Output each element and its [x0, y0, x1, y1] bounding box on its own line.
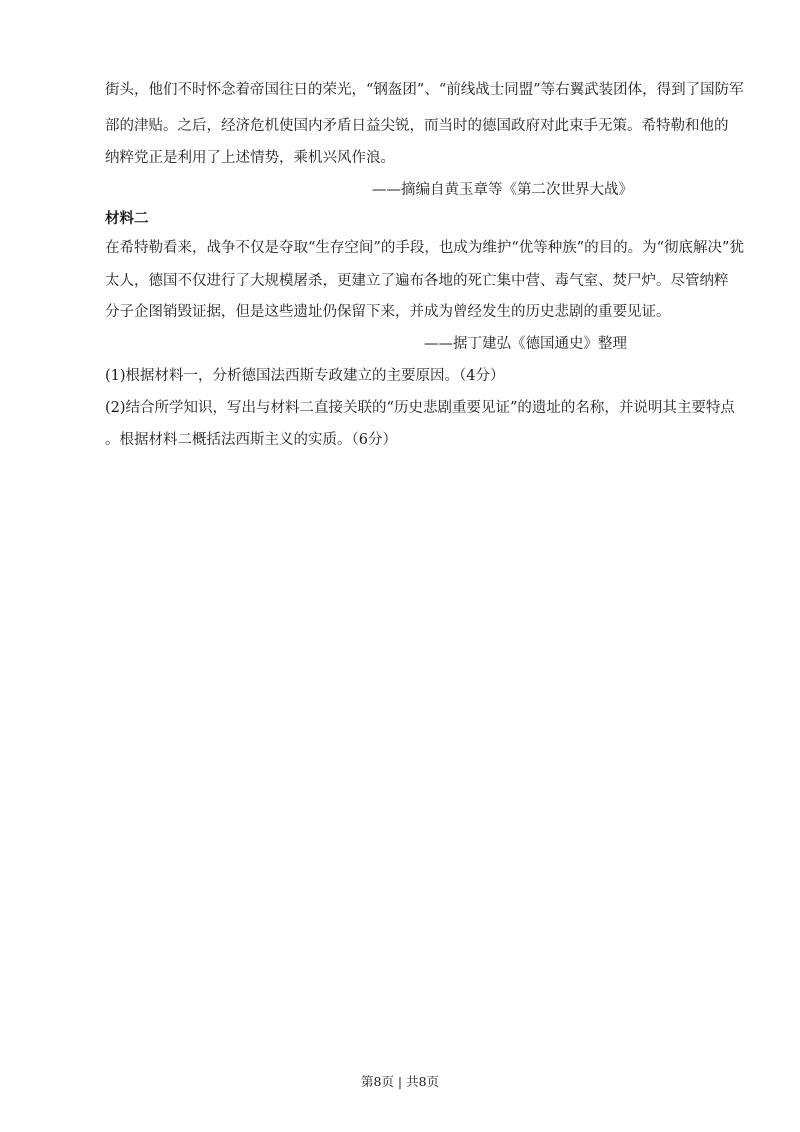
material-two-heading: 材料二 [105, 211, 149, 227]
material-one-source: ——摘编自黄玉章等《第二次世界大战》 [372, 182, 633, 198]
material-two-source: ——据丁建弘《德国通史》整理 [424, 336, 627, 352]
material-one-line: 纳粹党正是利用了上述情势，乘机兴风作浪。 [105, 150, 395, 166]
question-2: (2)结合所学知识，写出与材料二直接关联的“历史悲剧重要见证”的遗址的名称，并说明其主要特点 [105, 400, 735, 416]
material-two-line: 在希特勒看来，战争不仅是夺取“生存空间”的手段，也成为维护“优等种族”的目的。为“彻底解决”犹 [105, 240, 744, 256]
material-one-line: 街头，他们不时怀念着帝国往日的荣光，“钢盔团”、“前线战士同盟”等右翼武装团体，得到了国防军 [105, 82, 744, 98]
material-one-line: 部的津贴。之后，经济危机使国内矛盾日益尖锐，而当时的德国政府对此束手无策。希特勒和他的 [105, 118, 729, 134]
question-2-continued: 。根据材料二概括法西斯主义的实质。（6分） [105, 432, 397, 448]
material-two-line: 太人，德国不仅进行了大规模屠杀，更建立了遍布各地的死亡集中营、毒气室、焚尸炉。尽管纳粹 [105, 273, 729, 289]
material-two-line: 分子企图销毁证据，但是这些遗址仍保留下来，并成为曾经发生的历史悲剧的重要见证。 [105, 304, 671, 320]
page-footer: 第8页 | 共8页 [360, 1074, 440, 1089]
question-1: (1)根据材料一，分析德国法西斯专政建立的主要原因。（4分） [105, 368, 505, 384]
